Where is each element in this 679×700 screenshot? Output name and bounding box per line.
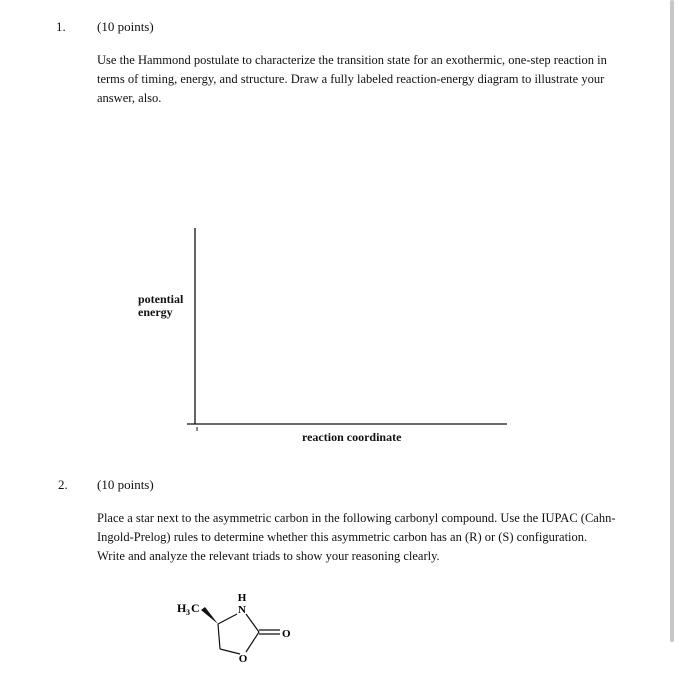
nh-h-label: H — [237, 592, 247, 604]
carbonyl-o-label: O — [282, 628, 291, 640]
bond-c2-o1 — [246, 632, 259, 652]
question-2-points: (10 points) — [97, 477, 154, 492]
bond-c4-n3 — [218, 614, 237, 624]
question-2-prompt: Place a star next to the asymmetric carbon in the following carbonyl compound. Use the IUPAC (Cahn-Ingold-Prelog) rules to determine whether this asymmetric carbon has an (R) or (S) configuration. Write and analyze the relevant triads to show your reasoning clearly. — [97, 511, 616, 563]
methyl-c-label: C — [191, 601, 200, 615]
y-axis-label — [138, 293, 183, 319]
question-1-points: (10 points) — [97, 19, 154, 34]
bond-c4-c5 — [218, 624, 220, 649]
y-axis-label-line2: energy — [138, 305, 173, 319]
wedge-bond — [201, 607, 218, 624]
question-2-number: 2. — [58, 477, 68, 492]
question-1-prompt: Use the Hammond postulate to characterize the transition state for an exothermic, one-step reaction in terms of timing, energy, and structure. Draw a fully labeled reaction-energy diagram to illustrate your answer, also. — [97, 53, 607, 105]
x-axis-label: reaction coordinate — [302, 430, 402, 444]
nh-n-label: N — [238, 604, 246, 616]
oxazolidinone-structure — [170, 588, 300, 668]
ring-o-label: O — [238, 653, 248, 665]
bond-c5-o1 — [220, 649, 240, 654]
y-axis-label-line1: potential — [138, 292, 184, 306]
bond-n3-c2 — [246, 614, 259, 632]
question-1-number: 1. — [56, 19, 66, 34]
methyl-subscript-label: 3 — [186, 608, 190, 617]
page-scrollbar[interactable] — [670, 0, 674, 642]
methyl-h-label: H — [177, 601, 187, 615]
